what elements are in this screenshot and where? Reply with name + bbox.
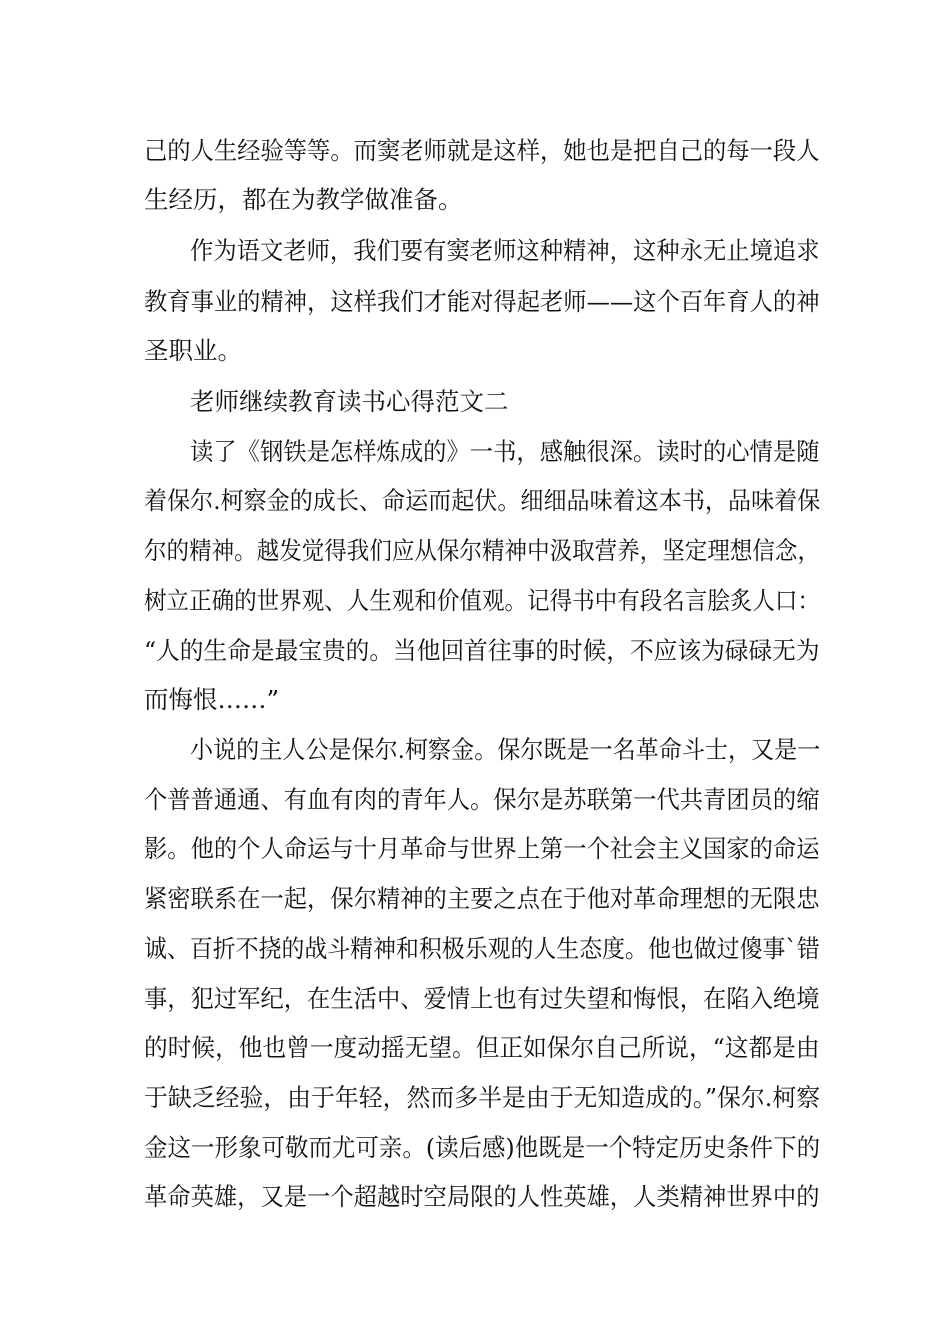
text-line-18: 事，犯过军纪，在生活中、爱情上也有过失望和悔恨，在陷入绝境 [144, 984, 820, 1013]
text-line-20: 于缺乏经验，由于年轻，然而多半是由于无知造成的。”保尔.柯察 [144, 1083, 821, 1112]
text-line-1: 己的人生经验等等。而窦老师就是这样，她也是把自己的每一段人 [144, 136, 820, 165]
text-line-19: 的时候，他也曾一度动摇无望。但正如保尔自己所说，“这都是由 [144, 1033, 820, 1062]
text-line-21: 金这一形象可敬而尤可亲。(读后感)他既是一个特定历史条件下的 [144, 1133, 821, 1162]
text-line-3: 作为语文老师，我们要有窦老师这种精神，这种永无止境追求 [190, 236, 820, 265]
text-line-15: 影。他的个人命运与十月革命与世界上第一个社会主义国家的命运 [144, 834, 820, 863]
text-line-11: “人的生命是最宝贵的。当他回首往事的时候，不应该为碌碌无为 [144, 636, 820, 665]
text-line-22: 革命英雄，又是一个超越时空局限的人性英雄，人类精神世界中的 [144, 1182, 820, 1211]
text-line-13: 小说的主人公是保尔.柯察金。保尔既是一名革命斗士，又是一 [190, 735, 821, 764]
text-line-10: 树立正确的世界观、人生观和价值观。记得书中有段名言脍炙人口： [144, 586, 820, 615]
text-line-4: 教育事业的精神，这样我们才能对得起老师——这个百年育人的神 [144, 287, 820, 316]
text-line-17: 诚、百折不挠的战斗精神和积极乐观的人生态度。他也做过傻事`错 [144, 934, 820, 963]
text-line-2: 生经历，都在为教学做准备。 [144, 185, 463, 214]
text-line-8: 着保尔.柯察金的成长、命运而起伏。细细品味着这本书，品味着保 [144, 486, 821, 515]
text-line-12: 而悔恨……” [144, 685, 280, 714]
text-line-5: 圣职业。 [144, 336, 242, 365]
text-line-16: 紧密联系在一起，保尔精神的主要之点在于他对革命理想的无限忠 [144, 884, 820, 913]
text-line-7: 读了《钢铁是怎样炼成的》一书，感触很深。读时的心情是随 [190, 437, 820, 466]
section-heading: 老师继续教育读书心得范文二 [190, 387, 509, 416]
text-line-9: 尔的精神。越发觉得我们应从保尔精神中汲取营养，坚定理想信念， [144, 536, 820, 565]
text-line-14: 个普普通通、有血有肉的青年人。保尔是苏联第一代共青团员的缩 [144, 785, 820, 814]
